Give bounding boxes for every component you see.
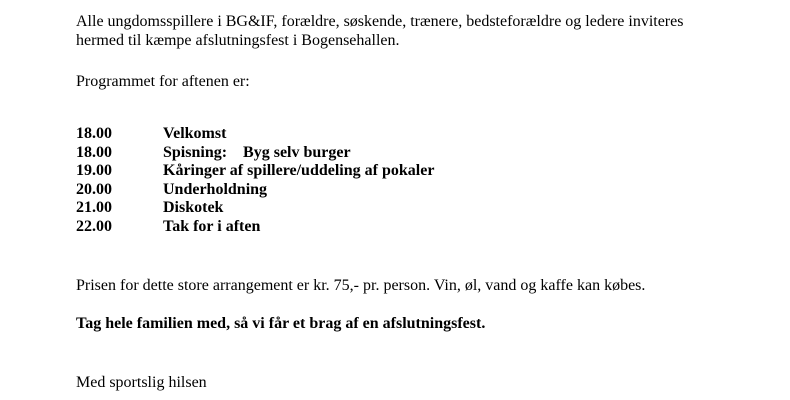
schedule-event: Spisning: Byg selv burger [163,143,351,161]
schedule-row [76,199,756,218]
schedule-event: Kåringer af spillere/uddeling af pokaler [163,162,435,179]
intro-paragraph [76,12,756,50]
schedule-event: Underholdning [163,180,268,198]
intro-line-2: hermed til kæmpe afslutningsfest i Bogensehallen. [76,32,400,49]
schedule-time: 22.00 [76,217,112,235]
schedule-time: 18.00 [76,143,112,161]
price-paragraph: Prisen for dette store arrangement er kr. 75,- pr. person. Vin, øl, vand og kaffe kan købes. [76,277,646,294]
intro-line-1: Alle ungdomsspillere i BG&IF, forældre, søskende, trænere, bedsteforældre og ledere inviteres [76,13,684,30]
schedule-event: Diskotek [163,199,224,216]
schedule-row [76,181,756,200]
closing-greeting: Med sportslig hilsen [76,374,207,391]
schedule-time: 20.00 [76,180,112,198]
schedule-row [76,125,756,144]
schedule-time: 18.00 [76,125,112,142]
schedule-time: 21.00 [76,199,112,216]
program-intro: Programmet for aftenen er: [76,73,250,90]
invitation-letter [76,12,756,392]
schedule-row [76,162,756,181]
program-schedule [76,125,756,236]
schedule-row [76,218,756,237]
schedule-row [76,144,756,163]
schedule-event: Velkomst [163,125,227,142]
family-invitation: Tag hele familien med, så vi får et brag af en afslutningsfest. [76,315,486,332]
schedule-time: 19.00 [76,162,112,179]
schedule-event: Tak for i aften [163,217,261,235]
